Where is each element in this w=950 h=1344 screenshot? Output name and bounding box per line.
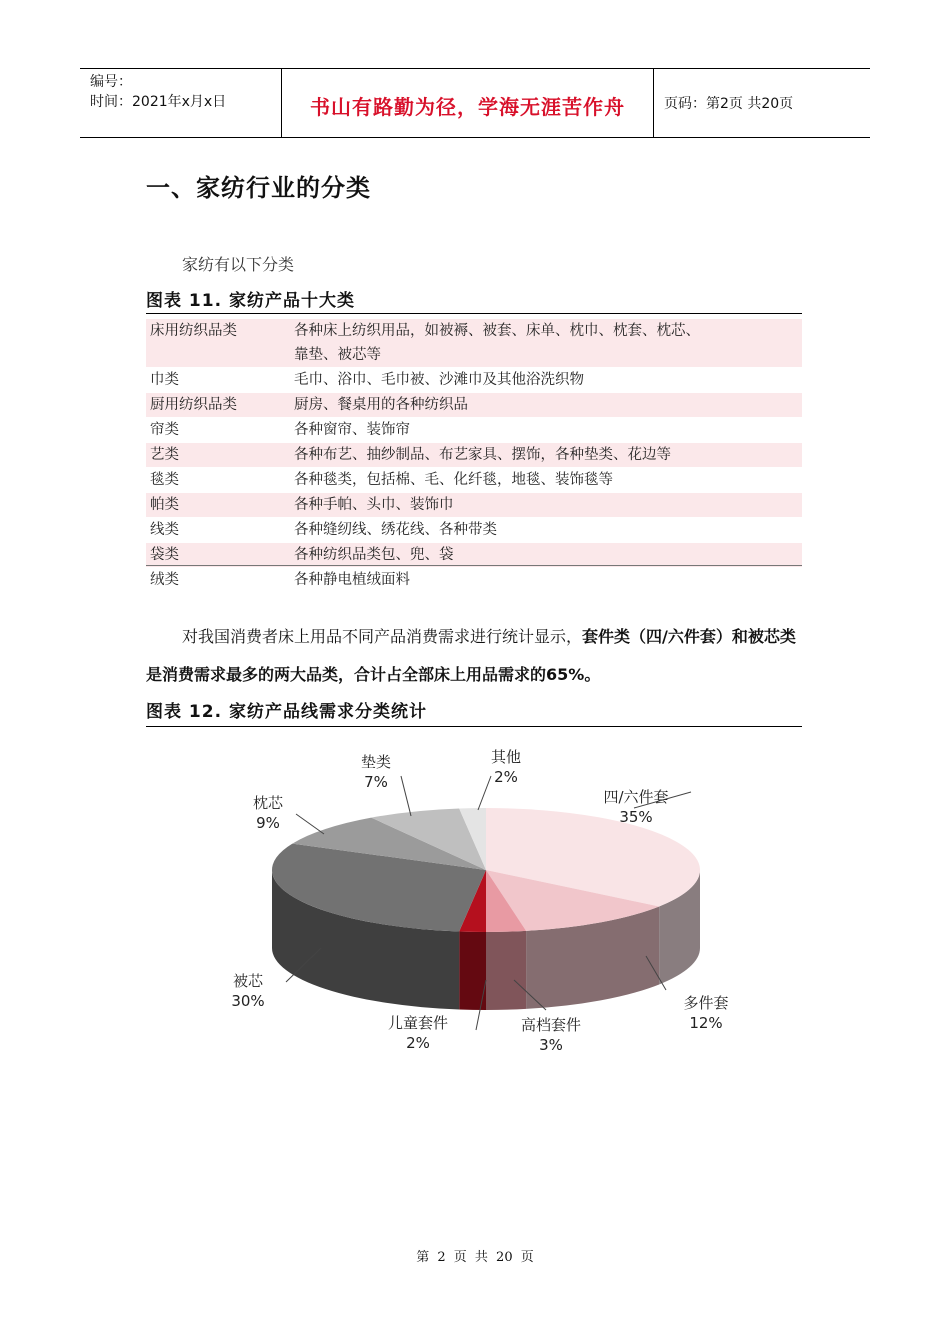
date-label: 时间：2021年x月x日 xyxy=(90,94,227,110)
category-description xyxy=(290,443,802,468)
slice-value-label: 12% xyxy=(689,1014,723,1032)
category-description xyxy=(290,493,802,518)
slice-value-label: 3% xyxy=(539,1036,563,1054)
description-line: 各种床上纺织用品，如被褥、被套、床单、枕巾、枕套、枕芯、 xyxy=(294,323,700,339)
slice-name-label: 多件套 xyxy=(683,994,729,1012)
description-line: 靠垫、被芯等 xyxy=(294,347,381,363)
description-line: 各种布艺、抽纱制品、布艺家具、摆饰，各种垫类、花边等 xyxy=(294,447,671,463)
leader-line xyxy=(478,776,491,810)
category-description xyxy=(290,319,802,368)
description-line: 各种毯类，包括棉、毛、化纤毯，地毯、装饰毯等 xyxy=(294,472,613,488)
page-header xyxy=(80,68,870,138)
table-row xyxy=(146,468,802,493)
category-description xyxy=(290,393,802,418)
leader-line xyxy=(401,776,411,816)
table-row xyxy=(146,493,802,518)
category-name: 袋类 xyxy=(150,547,179,563)
category-name: 线类 xyxy=(150,522,179,538)
slice-name-label: 其他 xyxy=(490,748,522,766)
category-description xyxy=(290,568,802,593)
description-line: 各种窗帘、装饰帘 xyxy=(294,422,410,438)
table-caption: 图表 11. 家纺产品十大类 xyxy=(146,291,355,311)
category-name: 帕类 xyxy=(150,497,179,513)
category-table xyxy=(146,319,802,593)
para-bold: 套件类（四/六件套）和被芯类是消费需求最多的两大品类，合计占全部床上用品需求的 xyxy=(146,627,796,684)
category-description xyxy=(290,468,802,493)
pie-chart xyxy=(146,730,802,1070)
category-name: 厨用纺织品类 xyxy=(150,397,237,413)
description-line: 各种静电植绒面料 xyxy=(294,572,410,588)
category-name: 艺类 xyxy=(150,447,179,463)
header-motto: 书山有路勤为径，学海无涯苦作舟 xyxy=(282,69,654,137)
chart-caption: 图表 12. 家纺产品线需求分类统计 xyxy=(146,702,427,722)
slice-value-label: 9% xyxy=(256,814,280,832)
slice-value-label: 2% xyxy=(494,768,518,786)
chart-caption-rule xyxy=(146,726,802,727)
table-row xyxy=(146,319,802,368)
leader-line xyxy=(296,814,324,834)
para-bold-percent: 65%。 xyxy=(546,665,601,684)
slice-name-label: 垫类 xyxy=(360,753,392,771)
category-description xyxy=(290,518,802,543)
slice-value-label: 7% xyxy=(364,773,388,791)
table-bottom-rule xyxy=(146,565,802,566)
para-text: 对我国消费者床上用品不同产品消费需求进行统计显示， xyxy=(182,627,583,646)
table-row xyxy=(146,443,802,468)
table-row xyxy=(146,368,802,393)
section-title: 一、家纺行业的分类 xyxy=(146,174,371,202)
page-footer: 第 2 页 共 20 页 xyxy=(416,1250,534,1265)
table-row xyxy=(146,393,802,418)
serial-label: 编号： xyxy=(90,74,132,90)
header-page-info: 页码：第2页 共20页 xyxy=(664,96,794,112)
slice-value-label: 35% xyxy=(619,808,653,826)
intro-text: 家纺有以下分类 xyxy=(182,255,295,274)
slice-name-label: 高档套件 xyxy=(520,1016,582,1034)
analysis-paragraph xyxy=(146,618,806,694)
slice-name-label: 枕芯 xyxy=(252,794,284,812)
slice-name-label: 儿童套件 xyxy=(387,1014,449,1032)
description-line: 厨房、餐桌用的各种纺织品 xyxy=(294,397,468,413)
description-line: 各种缝纫线、绣花线、各种带类 xyxy=(294,522,497,538)
description-line: 各种纺织品类包、兜、袋 xyxy=(294,547,454,563)
header-meta xyxy=(80,69,282,137)
table-row xyxy=(146,418,802,443)
category-name: 巾类 xyxy=(150,372,179,388)
category-name: 毯类 xyxy=(150,472,179,488)
slice-value-label: 30% xyxy=(231,992,265,1010)
category-description xyxy=(290,418,802,443)
slice-name-label: 被芯 xyxy=(232,972,264,990)
description-line: 毛巾、浴巾、毛巾被、沙滩巾及其他浴洗织物 xyxy=(294,372,584,388)
slice-name-label: 四/六件套 xyxy=(603,788,669,806)
pie-slice-side xyxy=(486,931,526,1010)
table-row xyxy=(146,518,802,543)
category-name: 帘类 xyxy=(150,422,179,438)
category-name: 绒类 xyxy=(150,572,179,588)
category-description xyxy=(290,368,802,393)
slice-value-label: 2% xyxy=(406,1034,430,1052)
description-line: 各种手帕、头巾、装饰巾 xyxy=(294,497,454,513)
category-description xyxy=(290,543,802,568)
table-row xyxy=(146,543,802,568)
caption-rule xyxy=(146,313,802,314)
table-row xyxy=(146,568,802,593)
category-name: 床用纺织品类 xyxy=(150,323,237,339)
